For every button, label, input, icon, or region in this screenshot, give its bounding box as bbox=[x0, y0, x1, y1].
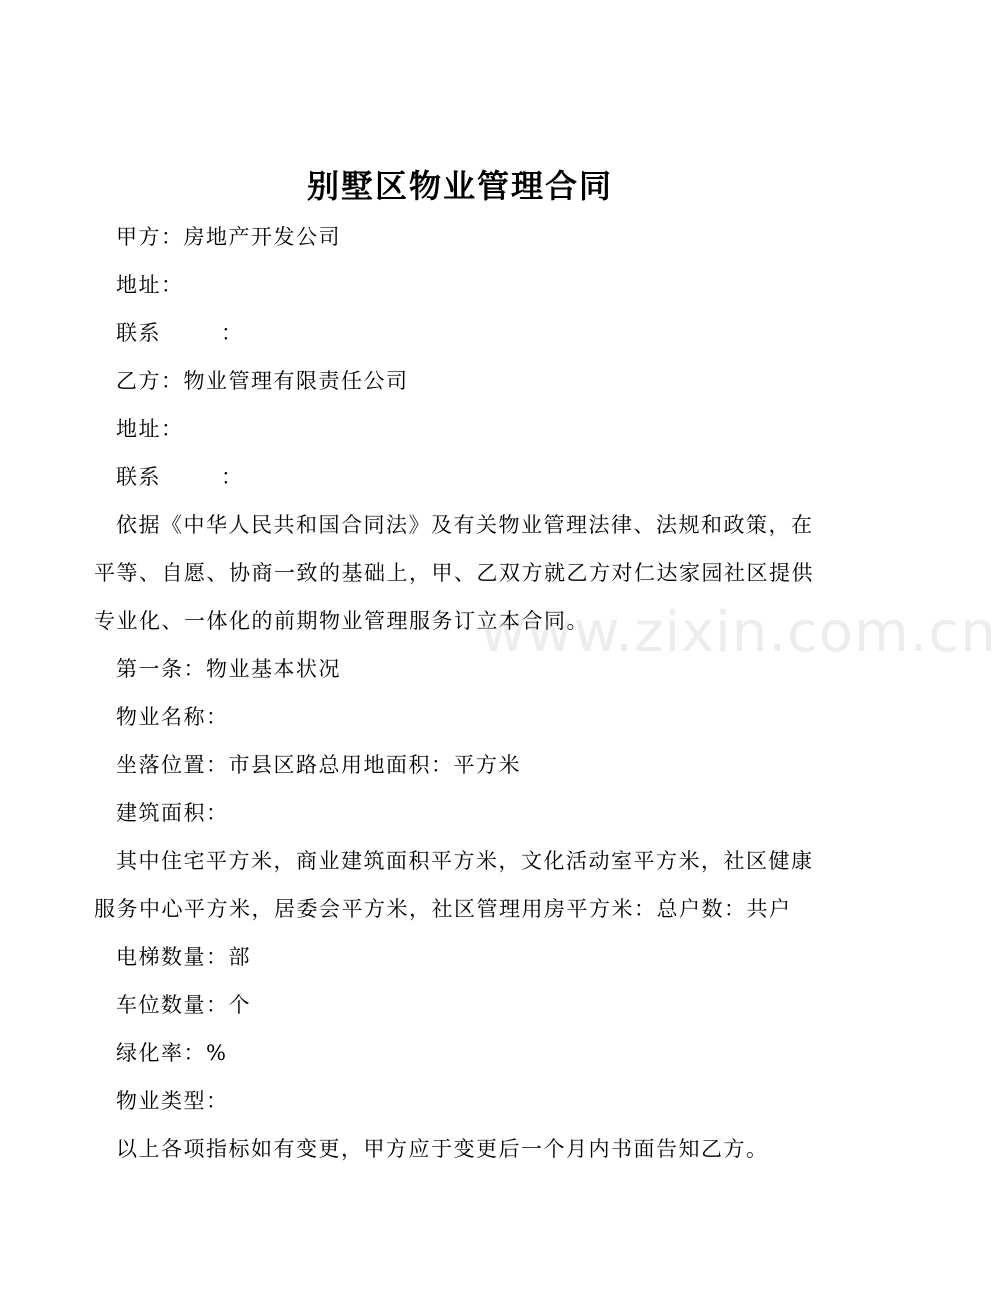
party-b-address: 地址： bbox=[116, 417, 184, 441]
preamble-line-1: 依据《中华人民共和国合同法》及有关物业管理法律、法规和政策，在 bbox=[116, 513, 814, 537]
greening-line: 绿化率：% bbox=[116, 1041, 228, 1065]
area-breakdown-line-1: 其中住宅平方米，商业建筑面积平方米，文化活动室平方米，社区健康 bbox=[116, 849, 814, 873]
party-a-name: 房地产开发公司 bbox=[183, 225, 341, 249]
party-b-name: 物业管理有限责任公司 bbox=[183, 369, 409, 393]
party-a-label: 甲方： bbox=[116, 225, 184, 249]
party-a-contact-colon: ： bbox=[221, 321, 244, 345]
preamble-line-3: 专业化、一体化的前期物业管理服务订立本合同。 bbox=[94, 609, 589, 633]
party-a-line bbox=[94, 222, 866, 252]
document-title: 别墅区物业管理合同 bbox=[306, 167, 613, 205]
watermark: www.zixin.com.cn bbox=[480, 600, 997, 665]
party-b-contact-label: 联系 bbox=[116, 465, 161, 489]
property-name-line: 物业名称： bbox=[116, 705, 229, 729]
party-b-contact-colon: ： bbox=[221, 465, 244, 489]
elevators-line: 电梯数量：部 bbox=[116, 945, 251, 969]
area-breakdown-line-2: 服务中心平方米，居委会平方米，社区管理用房平方米：总户数：共户 bbox=[94, 897, 792, 921]
party-a-contact bbox=[94, 318, 866, 348]
party-b-contact bbox=[94, 462, 866, 492]
party-b-line bbox=[94, 366, 866, 396]
building-area-line: 建筑面积： bbox=[116, 801, 229, 825]
article1-heading: 第一条：物业基本状况 bbox=[116, 657, 341, 681]
party-a-contact-label: 联系 bbox=[116, 321, 161, 345]
party-b-label: 乙方： bbox=[116, 369, 184, 393]
party-a-address: 地址： bbox=[116, 273, 184, 297]
change-notice-line: 以上各项指标如有变更，甲方应于变更后一个月内书面告知乙方。 bbox=[116, 1137, 769, 1161]
parking-line: 车位数量：个 bbox=[116, 993, 251, 1017]
property-type-line: 物业类型： bbox=[116, 1089, 229, 1113]
location-line: 坐落位置：市县区路总用地面积：平方米 bbox=[116, 753, 521, 777]
preamble-line-2: 平等、自愿、协商一致的基础上，甲、乙双方就乙方对仁达家园社区提供 bbox=[94, 561, 814, 585]
